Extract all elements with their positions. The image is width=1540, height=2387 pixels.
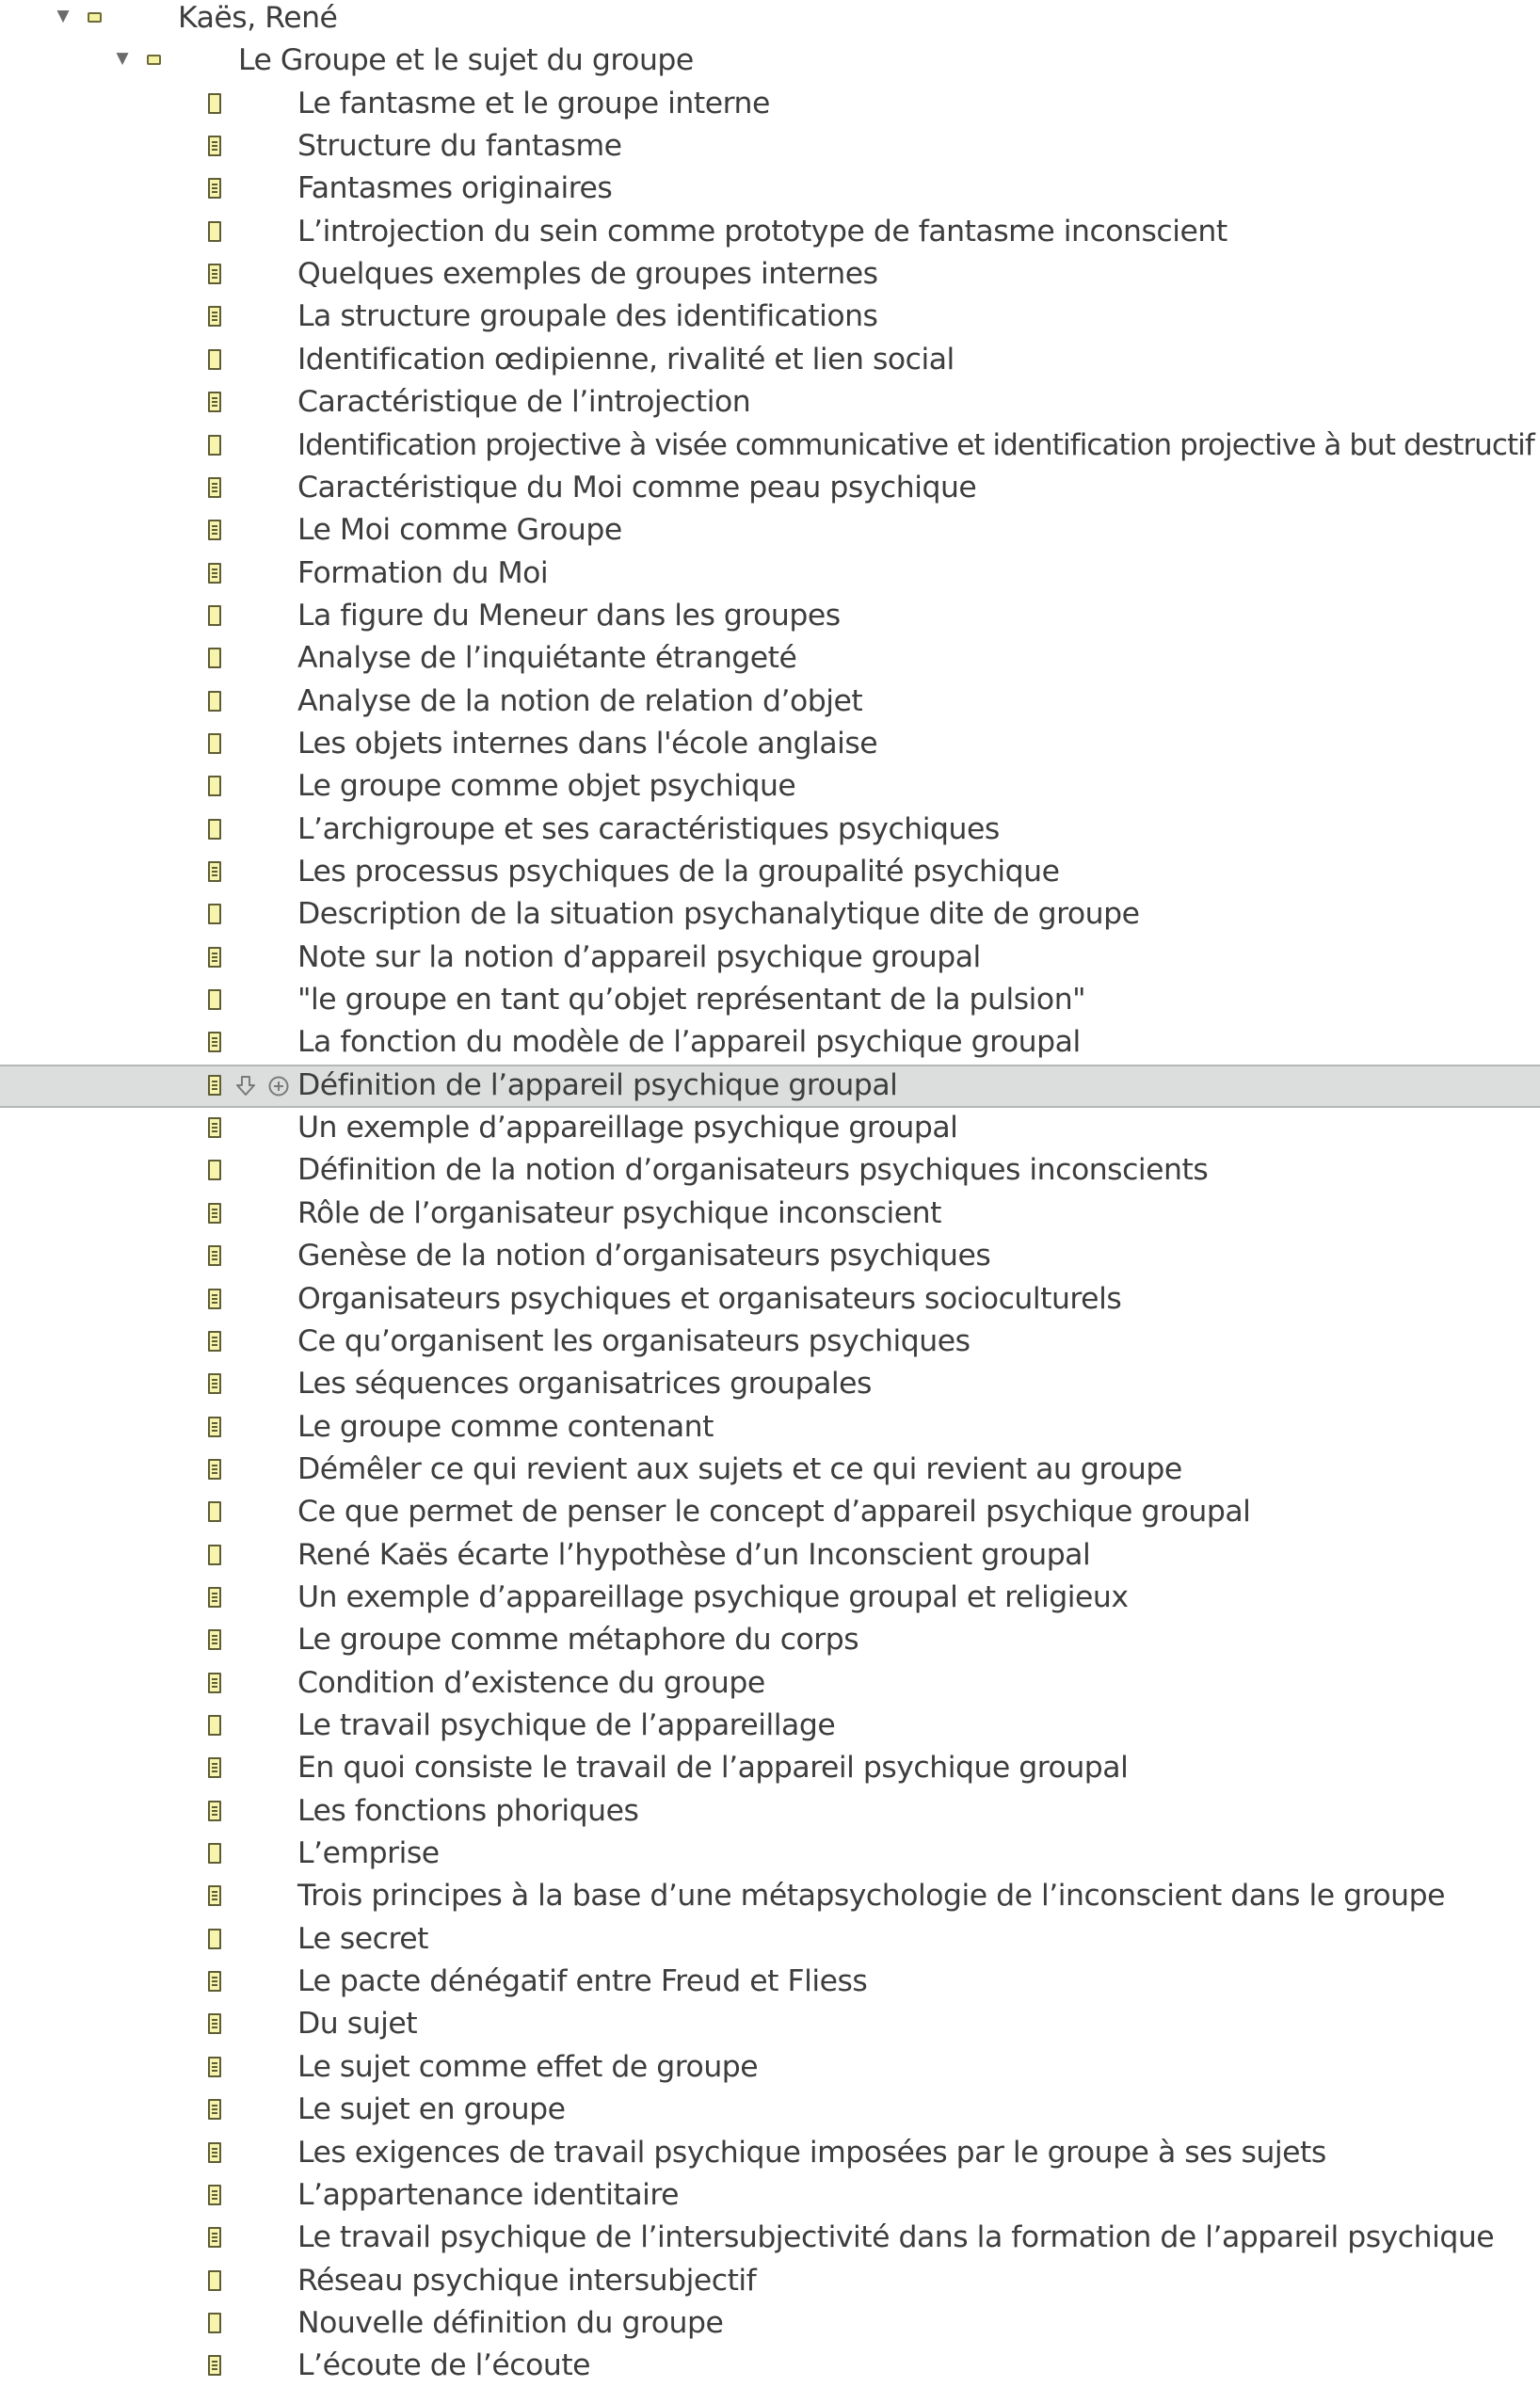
- document-text-icon: [208, 520, 221, 540]
- outline-item-label: La structure groupale des identifications: [297, 299, 878, 334]
- outline-item-label: Le Moi comme Groupe: [297, 513, 622, 548]
- outline-item-label: Le travail psychique de l’appareillage: [297, 1708, 836, 1742]
- outline-item-label: Un exemple d’appareillage psychique groupal: [297, 1111, 958, 1145]
- outline-item-label: La figure du Meneur dans les groupes: [297, 598, 841, 633]
- outline-row[interactable]: [0, 1833, 1540, 1876]
- outline-row[interactable]: [0, 1449, 1540, 1492]
- document-icon: [208, 2270, 221, 2291]
- outline-item-label: Du sujet: [297, 2007, 418, 2042]
- document-icon: [208, 989, 221, 1010]
- document-text-icon: [208, 178, 221, 199]
- document-text-icon: [208, 1245, 221, 1266]
- outline-item-label: Identification projective à visée communicative et identification projective à but destructif: [297, 427, 1534, 462]
- outline-row[interactable]: [0, 1491, 1540, 1534]
- outline-item-label: L’archigroupe et ses caractéristiques psychiques: [297, 811, 1000, 846]
- document-text-icon: [208, 1075, 221, 1096]
- outline-row[interactable]: [0, 595, 1540, 638]
- outline-item-label: Un exemple d’appareillage psychique groupal et religieux: [297, 1579, 1129, 1614]
- outline-row-author[interactable]: [0, 0, 1540, 40]
- outline-item-label: Fantasmes originaires: [297, 171, 613, 206]
- document-text-icon: [208, 2057, 221, 2077]
- outline-row[interactable]: [0, 681, 1540, 724]
- outline-row[interactable]: [0, 1278, 1540, 1322]
- document-text-icon: [208, 392, 221, 412]
- outline-row[interactable]: [0, 1790, 1540, 1834]
- outline-row[interactable]: [0, 1235, 1540, 1278]
- document-text-icon: [208, 2185, 221, 2205]
- outline-item-label: Le groupe comme objet psychique: [297, 769, 796, 804]
- outline-item-label: Les fonctions phoriques: [297, 1793, 639, 1828]
- outline-row[interactable]: [0, 637, 1540, 681]
- outline-row[interactable]: [0, 1149, 1540, 1193]
- outline-row[interactable]: [0, 2003, 1540, 2046]
- outline-item-label: Les exigences de travail psychique imposées par le groupe à ses sujets: [297, 2135, 1326, 2170]
- outline-row-book[interactable]: [0, 40, 1540, 83]
- outline-item-label: Condition d’existence du groupe: [297, 1665, 765, 1700]
- outline-row[interactable]: [0, 893, 1540, 937]
- outline-item-label: Analyse de la notion de relation d’objet: [297, 683, 863, 718]
- outline-row[interactable]: [0, 467, 1540, 510]
- download-icon[interactable]: [233, 1074, 258, 1098]
- outline-item-label: Le secret: [297, 1921, 428, 1956]
- document-text-icon: [208, 1032, 221, 1052]
- outline-row[interactable]: [0, 1705, 1540, 1748]
- document-text-icon: [208, 1629, 221, 1650]
- outline-row[interactable]: [0, 2046, 1540, 2090]
- document-icon: [208, 349, 221, 370]
- outline-row[interactable]: [0, 168, 1540, 211]
- add-icon[interactable]: [266, 1074, 291, 1098]
- document-text-icon: [208, 1417, 221, 1437]
- outline-item-label: Réseau psychique intersubjectif: [297, 2263, 757, 2298]
- outline-label-author: Kaës, René: [178, 1, 338, 35]
- folder-icon: [88, 12, 102, 23]
- outline-item-label: Définition de l’appareil psychique groupal: [297, 1067, 898, 1102]
- outline-row[interactable]: [0, 1619, 1540, 1662]
- outline-row[interactable]: [0, 553, 1540, 596]
- outline-item-label: Les processus psychiques de la groupalité psychique: [297, 855, 1060, 889]
- outline-row[interactable]: [0, 2132, 1540, 2175]
- document-icon: [208, 1501, 221, 1522]
- document-icon: [208, 691, 221, 712]
- folder-icon: [147, 55, 161, 65]
- outline-item-label: Quelques exemples de groupes internes: [297, 257, 878, 292]
- document-icon: [208, 1545, 221, 1565]
- document-icon: [208, 93, 221, 114]
- document-text-icon: [208, 2013, 221, 2034]
- outline-row[interactable]: [0, 765, 1540, 809]
- outline-item-label: Organisateurs psychiques et organisateurs socioculturels: [297, 1281, 1122, 1316]
- document-text-icon: [208, 477, 221, 498]
- outline-item-label: Structure du fantasme: [297, 129, 622, 164]
- outline-item-label: Ce qu’organisent les organisateurs psychiques: [297, 1323, 971, 1358]
- outline-row[interactable]: [0, 723, 1540, 766]
- outline-item-label: En quoi consiste le travail de l’appareil psychique groupal: [297, 1751, 1129, 1786]
- outline-row[interactable]: [0, 1534, 1540, 1578]
- disclosure-triangle-icon[interactable]: ▼: [116, 49, 129, 69]
- outline-row[interactable]: [0, 381, 1540, 425]
- outline-item-label: Démêler ce qui revient aux sujets et ce qui revient au groupe: [297, 1451, 1182, 1486]
- outline-row[interactable]: [0, 1321, 1540, 1364]
- document-icon: [208, 819, 221, 840]
- outline-row[interactable]: [0, 809, 1540, 852]
- outline-row[interactable]: [0, 1577, 1540, 1620]
- outline-item-label: "le groupe en tant qu’objet représentant de la pulsion": [297, 983, 1086, 1017]
- outline-item-label: Nouvelle définition du groupe: [297, 2305, 724, 2340]
- outline-item-label: La fonction du modèle de l’appareil psychique groupal: [297, 1025, 1081, 1060]
- outline-row[interactable]: [0, 296, 1540, 339]
- outline-row[interactable]: [0, 937, 1540, 980]
- document-icon: [208, 605, 221, 626]
- outline-item-label: Le fantasme et le groupe interne: [297, 86, 770, 120]
- document-icon: [208, 776, 221, 796]
- document-text-icon: [208, 1587, 221, 1608]
- document-text-icon: [208, 2227, 221, 2248]
- outline-item-label: Le sujet comme effet de groupe: [297, 2049, 759, 2084]
- outline-item-label: Le groupe comme métaphore du corps: [297, 1623, 859, 1658]
- document-text-icon: [208, 861, 221, 882]
- outline-item-label: L’écoute de l’écoute: [297, 2348, 591, 2383]
- outline-row[interactable]: [0, 851, 1540, 894]
- document-icon: [208, 1160, 221, 1180]
- outline-item-label: Identification œdipienne, rivalité et lien social: [297, 342, 954, 376]
- document-text-icon: [208, 264, 221, 284]
- outline-item-label: Les objets internes dans l'école anglaise: [297, 726, 878, 761]
- document-text-icon: [208, 1289, 221, 1309]
- outline-row[interactable]: [0, 1406, 1540, 1450]
- document-text-icon: [208, 2355, 221, 2376]
- outline-row[interactable]: [0, 83, 1540, 126]
- outline-row[interactable]: [0, 253, 1540, 296]
- outline-row[interactable]: [0, 2260, 1540, 2303]
- outline-row[interactable]: [0, 1747, 1540, 1790]
- outline-row[interactable]: [0, 1193, 1540, 1236]
- document-text-icon: [208, 1331, 221, 1352]
- document-text-icon: [208, 1673, 221, 1693]
- outline-item-label: L’introjection du sein comme prototype de fantasme inconscient: [297, 214, 1227, 248]
- outline-row[interactable]: [0, 125, 1540, 168]
- document-text-icon: [208, 947, 221, 968]
- document-icon: [208, 2313, 221, 2333]
- document-text-icon: [208, 1801, 221, 1821]
- outline-item-label: Note sur la notion d’appareil psychique groupal: [297, 939, 981, 974]
- outline-row[interactable]: [0, 1918, 1540, 1962]
- outline-item-label: Formation du Moi: [297, 555, 549, 590]
- outline-item-label: René Kaës écarte l’hypothèse d’un Inconscient groupal: [297, 1537, 1091, 1572]
- outline-row[interactable]: [0, 339, 1540, 382]
- outline-item-label: Description de la situation psychanalytique dite de groupe: [297, 897, 1140, 932]
- outline-row[interactable]: [0, 1875, 1540, 1918]
- document-icon: [208, 435, 221, 456]
- outline-item-label: Trois principes à la base d’une métapsychologie de l’inconscient dans le groupe: [297, 1879, 1445, 1914]
- outline-row[interactable]: [0, 1363, 1540, 1406]
- outline-item-label: Analyse de l’inquiétante étrangeté: [297, 641, 797, 676]
- outline-row[interactable]: [0, 2217, 1540, 2260]
- outline-item-label: Le groupe comme contenant: [297, 1409, 714, 1444]
- document-text-icon: [208, 1885, 221, 1906]
- document-text-icon: [208, 2099, 221, 2120]
- document-icon: [208, 1929, 221, 1949]
- outline-item-label: Rôle de l’organisateur psychique inconscient: [297, 1195, 941, 1230]
- outline-item-label: Le sujet en groupe: [297, 2092, 566, 2127]
- outline-row[interactable]: [0, 425, 1540, 468]
- outline-item-label: Définition de la notion d’organisateurs psychiques inconscients: [297, 1153, 1209, 1188]
- outline-item-label: Le travail psychique de l’intersubjectivité dans la formation de l’appareil psychique: [297, 2220, 1495, 2255]
- outline-row[interactable]: [0, 509, 1540, 553]
- document-text-icon: [208, 1373, 221, 1394]
- outline-item-label: Ce que permet de penser le concept d’appareil psychique groupal: [297, 1495, 1251, 1530]
- document-icon: [208, 1843, 221, 1864]
- outline-row[interactable]: [0, 1021, 1540, 1065]
- outline-item-label: L’appartenance identitaire: [297, 2177, 680, 2212]
- outline-row[interactable]: [0, 1961, 1540, 2004]
- outline-item-label: Les séquences organisatrices groupales: [297, 1367, 872, 1402]
- document-text-icon: [208, 2142, 221, 2163]
- document-text-icon: [208, 1117, 221, 1138]
- outline-label-book: Le Groupe et le sujet du groupe: [238, 43, 694, 78]
- disclosure-triangle-icon[interactable]: ▼: [56, 7, 70, 25]
- document-text-icon: [208, 563, 221, 584]
- document-icon: [208, 1715, 221, 1736]
- document-text-icon: [208, 306, 221, 327]
- document-icon: [208, 221, 221, 242]
- outline-row[interactable]: [0, 2174, 1540, 2218]
- document-text-icon: [208, 1971, 221, 1992]
- outline-row[interactable]: [0, 2345, 1540, 2387]
- outline-row[interactable]: [0, 979, 1540, 1022]
- outline-item-label: Genèse de la notion d’organisateurs psychiques: [297, 1239, 991, 1274]
- outline-item-label: Caractéristique du Moi comme peau psychique: [297, 470, 977, 505]
- document-text-icon: [208, 136, 221, 156]
- outline-item-label: Caractéristique de l’introjection: [297, 385, 751, 420]
- outline-row[interactable]: [0, 211, 1540, 254]
- document-icon: [208, 904, 221, 924]
- outline-row[interactable]: [0, 1107, 1540, 1150]
- document-text-icon: [208, 1459, 221, 1480]
- outline-row[interactable]: [0, 2302, 1540, 2346]
- document-icon: [208, 648, 221, 668]
- document-text-icon: [208, 1203, 221, 1224]
- outline-row-selected[interactable]: [0, 1065, 1540, 1108]
- document-text-icon: [208, 1757, 221, 1778]
- outline-row[interactable]: [0, 2089, 1540, 2132]
- outline-item-label: Le pacte dénégatif entre Freud et Fliess: [297, 1964, 868, 1999]
- outline-row[interactable]: [0, 1662, 1540, 1706]
- document-icon: [208, 733, 221, 754]
- outline-item-label: L’emprise: [297, 1836, 440, 1871]
